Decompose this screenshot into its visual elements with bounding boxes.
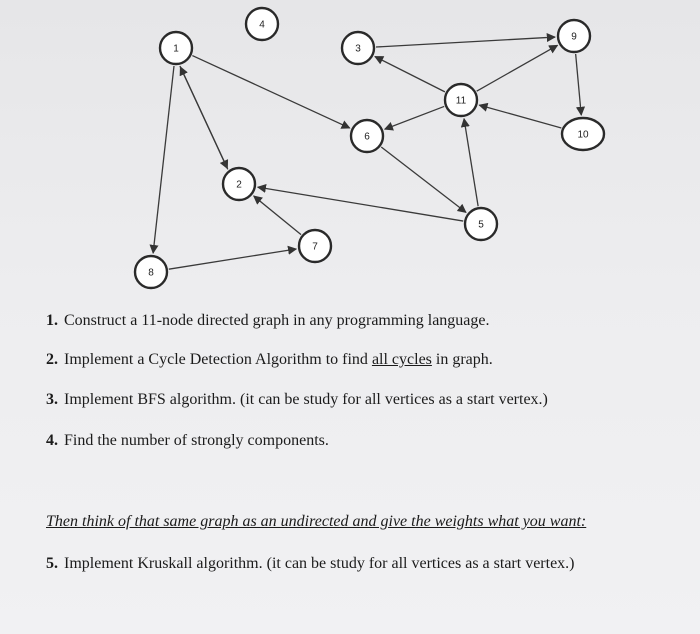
edge-2-to-1 <box>180 67 227 169</box>
task-1-text: Construct a 11-node directed graph in any programming language. <box>64 312 490 329</box>
task-1-number: 1. <box>46 312 58 329</box>
directed-graph-diagram <box>0 0 700 300</box>
edge-11-to-3 <box>375 57 445 92</box>
task-5 <box>46 555 575 573</box>
node-3-label: 3 <box>355 43 361 55</box>
node-5-label: 5 <box>478 219 484 231</box>
task-2-underlined-text: all cycles <box>371 351 432 368</box>
task-1 <box>46 312 490 330</box>
node-1 <box>160 32 192 64</box>
node-4-label: 4 <box>259 19 265 31</box>
node-2-label: 2 <box>236 179 242 191</box>
task-5-number: 5. <box>46 555 58 572</box>
task-4 <box>46 432 329 450</box>
node-11 <box>445 84 477 116</box>
node-7-label: 7 <box>312 241 318 253</box>
node-10-label: 10 <box>577 129 589 141</box>
edge-5-to-11 <box>464 119 478 206</box>
edge-5-to-2 <box>258 187 463 221</box>
task-4-text: Find the number of strongly components. <box>64 432 329 449</box>
edge-8-to-7 <box>169 249 296 269</box>
task-3 <box>46 391 548 409</box>
edge-7-to-2 <box>254 196 301 235</box>
task-2-number: 2. <box>46 351 58 368</box>
node-8 <box>135 256 167 288</box>
node-6-label: 6 <box>364 131 370 143</box>
node-8-label: 8 <box>148 267 154 279</box>
edge-1-to-8 <box>153 66 174 253</box>
task-2-text-end: in graph. <box>431 351 493 368</box>
task-5-text: Implement Kruskall algorithm. (it can be study for all vertices as a start vertex.) <box>64 555 575 572</box>
node-1-label: 1 <box>173 43 179 55</box>
edge-6-to-5 <box>381 147 466 212</box>
node-10 <box>562 118 604 150</box>
edge-11-to-6 <box>385 106 444 129</box>
node-5 <box>465 208 497 240</box>
edge-9-to-10 <box>576 54 582 115</box>
node-4 <box>246 8 278 40</box>
task-2 <box>46 351 493 369</box>
edge-1-to-6 <box>192 56 349 129</box>
edge-10-to-11 <box>479 105 561 128</box>
edge-3-to-9 <box>376 37 555 47</box>
task-3-number: 3. <box>46 391 58 408</box>
node-2 <box>223 168 255 200</box>
task-2-text: Implement a Cycle Detection Algorithm to find <box>64 351 372 368</box>
task-4-number: 4. <box>46 432 58 449</box>
undirected-note: Then think of that same graph as an undirected and give the weights what you want: <box>46 513 587 530</box>
node-11-label: 11 <box>455 95 467 107</box>
edge-11-to-9 <box>477 45 558 91</box>
node-6 <box>351 120 383 152</box>
node-3 <box>342 32 374 64</box>
task-3-text: Implement BFS algorithm. (it can be study for all vertices as a start vertex.) <box>64 391 548 408</box>
node-9 <box>558 20 590 52</box>
node-9-label: 9 <box>571 31 577 43</box>
node-7 <box>299 230 331 262</box>
